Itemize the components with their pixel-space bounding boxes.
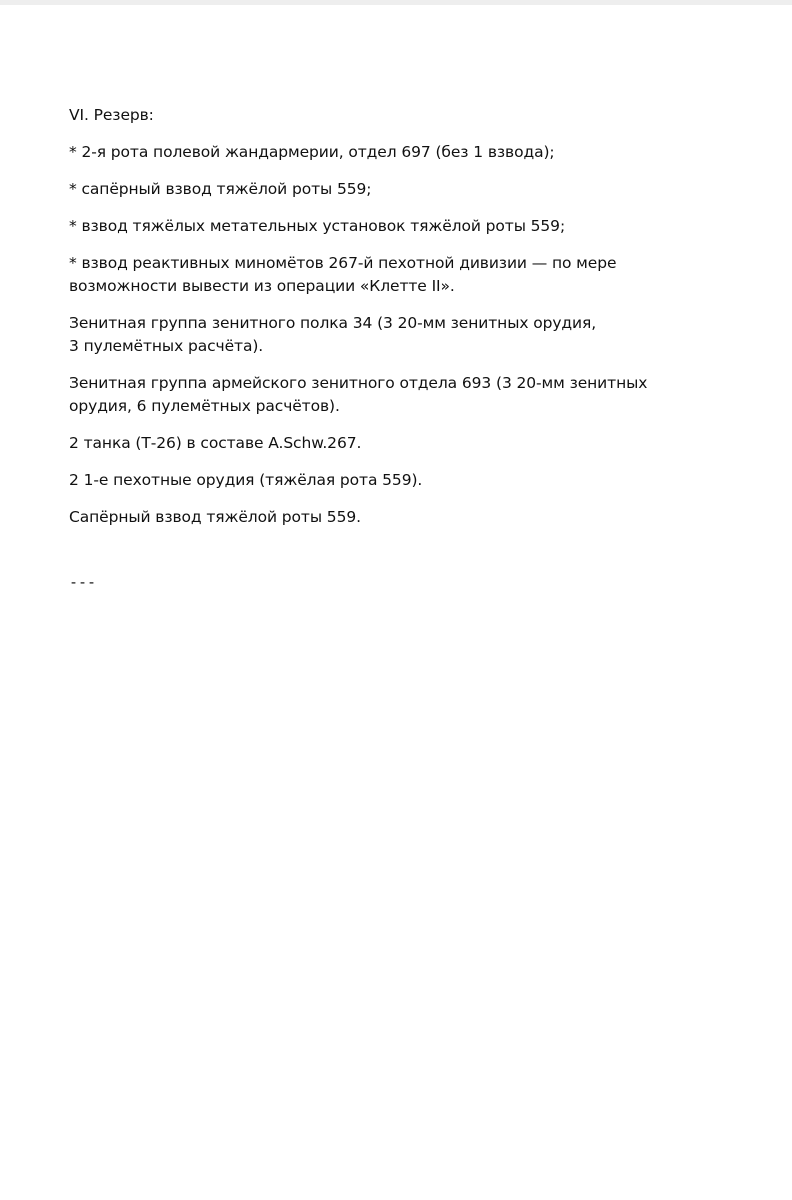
paragraph-line: * взвод реактивных миномётов 267-й пехотной дивизии — по мере (69, 254, 617, 272)
flak-group-department-693 (69, 372, 749, 418)
reserve-item-gendarmerie: * 2-я рота полевой жандармерии, отдел 697 (без 1 взвода); (69, 143, 555, 161)
paragraph-line: 3 пулемётных расчёта). (69, 337, 264, 355)
paragraph-line: возможности вывести из операции «Клетте II». (69, 277, 455, 295)
reserve-item-rocket-mortars (69, 252, 749, 298)
document-body (69, 104, 749, 543)
sapper-platoon-line: Сапёрный взвод тяжёлой роты 559. (69, 508, 361, 526)
section-heading: VI. Резерв: (69, 106, 154, 124)
reserve-item-heavy-launchers: * взвод тяжёлых метательных установок тяжёлой роты 559; (69, 217, 566, 235)
top-edge-strip (0, 0, 792, 5)
separator: --- (69, 573, 97, 591)
flak-group-regiment-34 (69, 312, 749, 358)
paragraph-line: Зенитная группа армейского зенитного отдела 693 (3 20-мм зенитных (69, 374, 648, 392)
paragraph-line: Зенитная группа зенитного полка 34 (3 20-мм зенитных орудия, (69, 314, 597, 332)
reserve-item-sapper-platoon: * сапёрный взвод тяжёлой роты 559; (69, 180, 372, 198)
tanks-line: 2 танка (Т-26) в составе A.Schw.267. (69, 434, 362, 452)
paragraph-line: орудия, 6 пулемётных расчётов). (69, 397, 340, 415)
infantry-guns-line: 2 1-е пехотные орудия (тяжёлая рота 559). (69, 471, 423, 489)
